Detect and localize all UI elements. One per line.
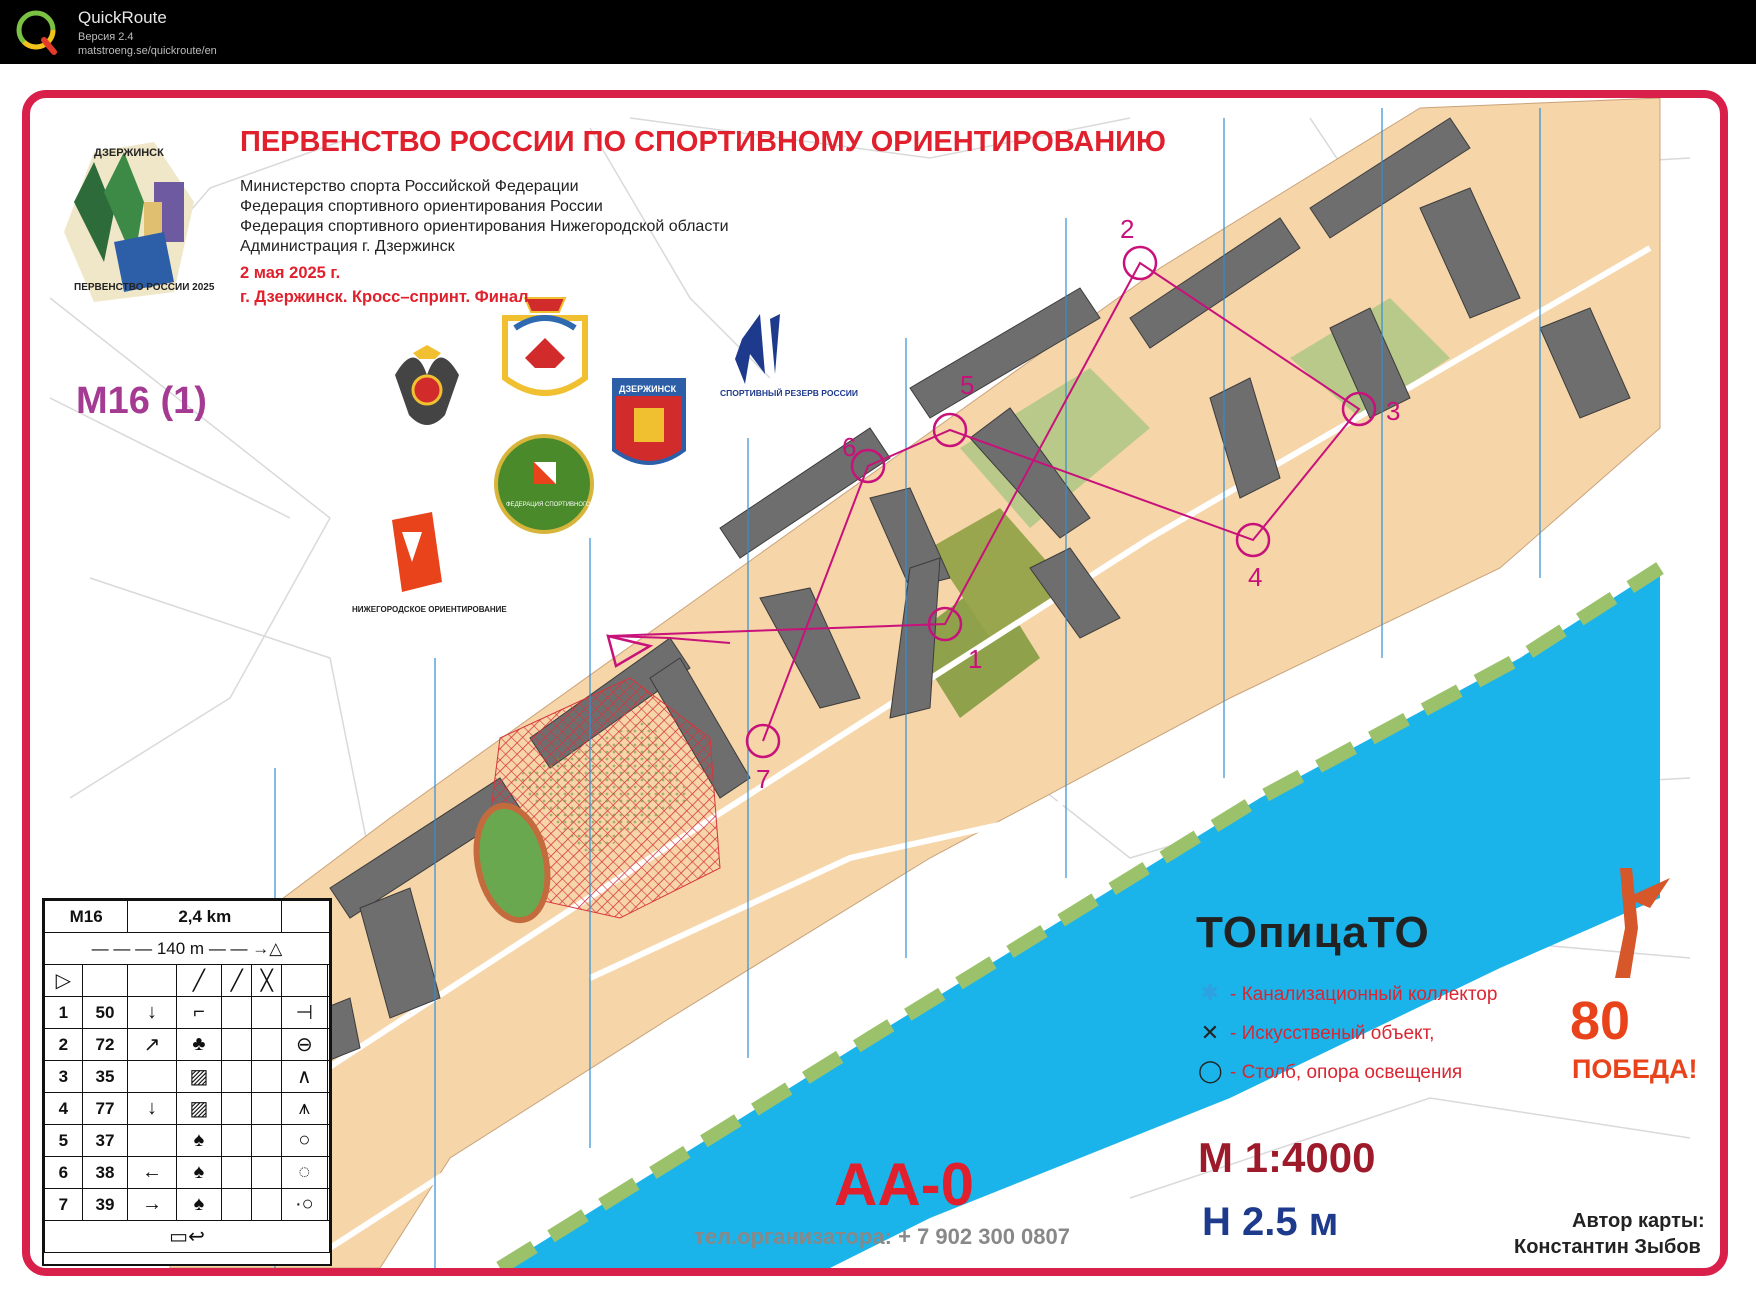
control-label-1: 1 [968,644,983,674]
start-triangle-icon: ▷ [45,965,83,997]
author-label: Автор карты: [1572,1210,1705,1232]
quickroute-logo-icon [14,8,60,56]
app-version: Версия 2.4 [78,31,134,43]
trees-icon: ♣ [176,1029,222,1061]
svg-text:СПОРТИВНЫЙ РЕЗЕРВ РОССИИ: СПОРТИВНЫЙ РЕЗЕРВ РОССИИ [720,388,858,398]
map-code: АА-0 [834,1151,975,1218]
direction-icon: ↓ [128,1093,176,1125]
desc-finish-distance: 140 m [156,938,205,958]
table-row: 1 50 ↓ ⌐ ⊣ [45,997,330,1029]
control-label-2: 2 [1120,214,1135,244]
circle-bottom-icon: ◌ [282,1157,327,1189]
app-titlebar [0,0,1756,64]
tree-icon: ♠ [176,1189,222,1221]
corner-down-icon: ⩚ [282,1093,327,1125]
event-title: ПЕРВЕНСТВО РОССИИ ПО СПОРТИВНОМУ ОРИЕНТИРОВАНИЮ [240,126,1166,158]
organizer-3: Федерация спортивного ориентирования Нижегородской области [240,218,729,235]
desc-length: 2,4 km [128,901,282,933]
app-url[interactable]: matstroeng.se/quickroute/en [78,45,217,57]
dzerzhinsk-shield [614,380,684,463]
nizhny-orienteering-logo [352,512,507,614]
table-row: 3 35 ▨ ∧ [45,1061,330,1093]
legend-artificial-object: - Искусственый объект, [1230,1023,1435,1044]
map-scale: М 1:4000 [1198,1134,1376,1181]
direction-icon: ↓ [128,997,176,1029]
control-label-4: 4 [1248,562,1263,592]
svg-text:ФЕДЕРАЦИЯ СПОРТИВНОГО ОРИЕНТИР: ФЕДЕРАЦИЯ СПОРТИВНОГО ОРИЕНТИРОВАНИЯ РОССИИ [506,502,679,508]
russia-eagle-emblem [395,345,459,425]
corner-up-icon: ∧ [282,1061,327,1093]
control-label-5: 5 [960,370,975,400]
hatched-square-icon: ▨ [176,1093,222,1125]
finish-arrow-icon: ▭↩ [45,1221,330,1253]
svg-text:ДЗЕРЖИНСК: ДЗЕРЖИНСК [94,147,164,159]
direction-icon: ← [128,1157,176,1189]
end-marker-icon: ⊣ [282,997,327,1029]
control-description-sheet [42,898,332,1266]
svg-text:ПЕРВЕНСТВО РОССИИ 2025: ПЕРВЕНСТВО РОССИИ 2025 [74,282,215,293]
control-label-6: 6 [842,432,857,462]
dash-arrow-icon: — — — [91,938,157,958]
nizhny-coat-of-arms [505,298,585,393]
victory-number: 80 [1570,991,1631,1051]
victory-text: ПОБЕДА! [1572,1054,1698,1084]
tree-icon: ♠ [176,1157,222,1189]
svg-text:ДЗЕРЖИНСК: ДЗЕРЖИНСК [619,384,677,394]
table-row: 5 37 ♠ ○ [45,1125,330,1157]
control-label-7: 7 [756,764,771,794]
direction-icon: → [128,1189,176,1221]
organizer-1: Министерство спорта Российской Федерации [240,178,579,195]
slash-icon: ╱ [222,965,252,997]
organizer-2: Федерация спортивного ориентирования России [240,198,603,215]
table-row: 6 38 ← ♠ ◌ [45,1157,330,1189]
finish-arrow-icon: — — →△ [208,938,283,958]
author-name: Константин Зыбов [1514,1236,1701,1258]
circle-icon: ◯ [1198,1058,1223,1083]
app-name: QuickRoute [78,8,167,27]
course-name: М16 (1) [76,380,207,422]
table-row: 2 72 ↗ ♣ ⊖ [45,1029,330,1061]
asterisk-icon: ✱ [1200,980,1220,1005]
slash-icon: ╱ [176,965,222,997]
hatched-square-icon: ▨ [176,1061,222,1093]
tree-icon: ♠ [176,1125,222,1157]
control-label-3: 3 [1386,396,1401,426]
legend-sewer: - Канализационный коллектор [1230,984,1498,1005]
cross-icon: ╳ [252,965,282,997]
event-description: г. Дзержинск. Кросс–спринт. Финал. [240,288,534,306]
cross-icon: ✕ [1200,1020,1220,1045]
table-row: 7 39 → ♠ ·○ [45,1189,330,1221]
sport-reserve-logo [720,314,858,398]
circle-left-icon: ·○ [282,1189,327,1221]
direction-icon: ↗ [128,1029,176,1061]
event-date: 2 мая 2025 г. [240,264,341,282]
table-row: 4 77 ↓ ▨ ⩚ [45,1093,330,1125]
desc-class: М16 [45,901,128,933]
stairs-icon: ⌐ [176,997,222,1029]
legend-pole: - Столб, опора освещения [1230,1062,1463,1083]
topitsa-brand: ТОпицаТО [1196,908,1430,957]
circle-side-icon: ⊖ [282,1029,327,1061]
contour-interval: Н 2.5 м [1202,1200,1339,1244]
event-logo [64,142,215,302]
svg-text:НИЖЕГОРОДСКОЕ ОРИЕНТИРОВАНИЕ: НИЖЕГОРОДСКОЕ ОРИЕНТИРОВАНИЕ [352,605,507,614]
organizer-4: Администрация г. Дзержинск [240,238,455,255]
circle-top-icon: ○ [282,1125,327,1157]
organizer-phone: тел.организатора: + 7 902 300 0807 [694,1224,1070,1249]
